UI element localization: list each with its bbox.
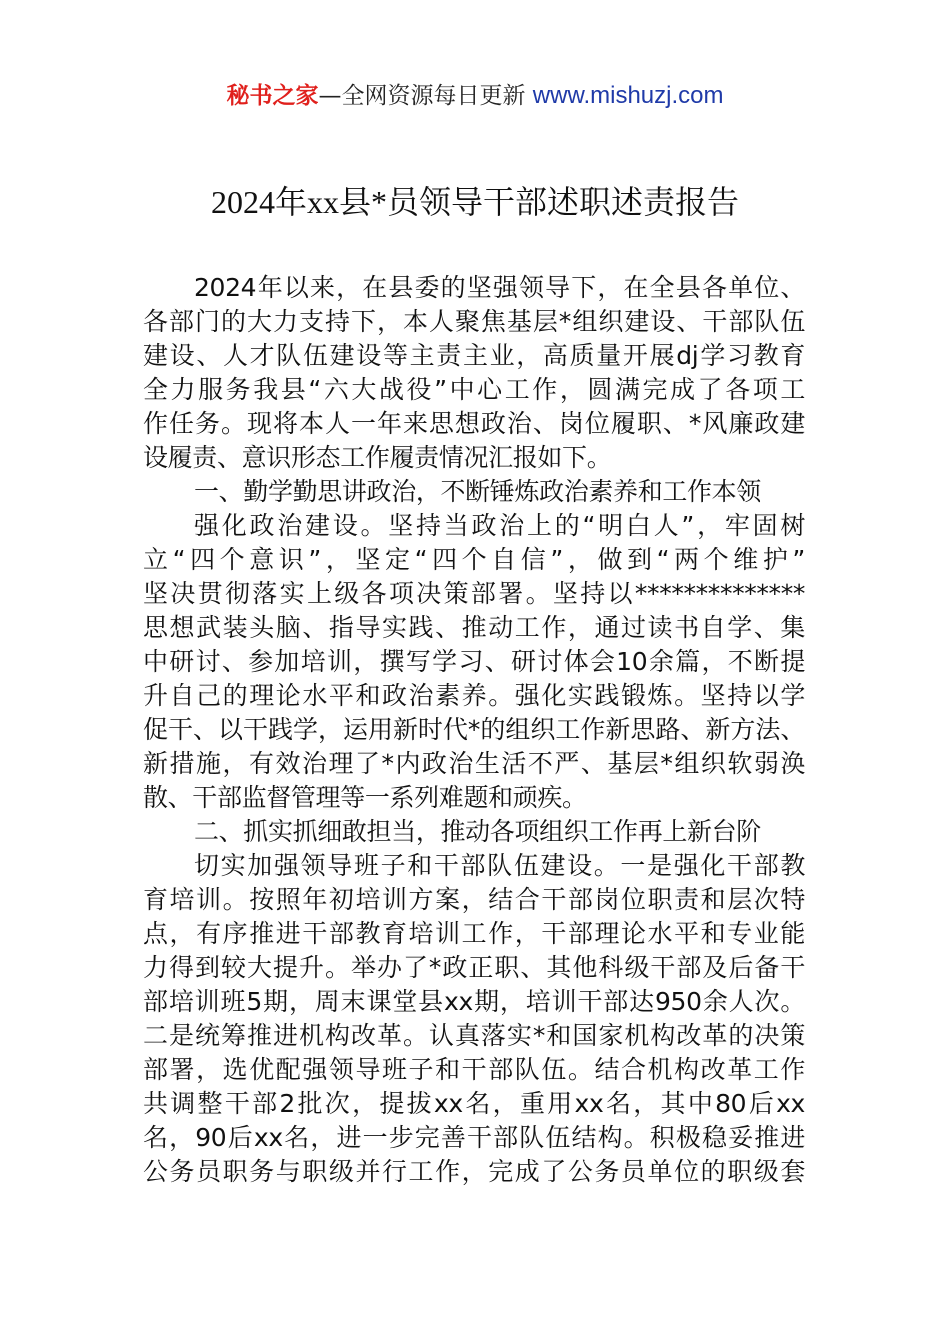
text-line: 2024年以来，在县委的坚强领导下，在全县各单位、: [194, 273, 805, 302]
text-line: 全力服务我县“六大战役”中心工作，圆满完成了各项工: [143, 375, 805, 404]
text-line: 共调整干部2批次，提拔xx名，重用xx名，其中80后xx: [143, 1089, 805, 1118]
header-tagline: —全网资源每日更新: [318, 83, 526, 109]
text-line: 强化政治建设。坚持当政治上的“明白人”，牢固树: [194, 511, 805, 540]
text-line: 中研讨、参加培训，撰写学习、研讨体会10余篇，不断提: [143, 647, 805, 676]
text-line: 部培训班5期，周末课堂县xx期，培训干部达950余人次。: [143, 987, 805, 1016]
document-title: 2024年xx县*员领导干部述职述责报告: [210, 184, 739, 220]
text-line: 设履责、意识形态工作履责情况汇报如下。: [143, 443, 612, 472]
text-line: 散、干部监督管理等一系列难题和顽疾。: [143, 783, 587, 812]
text-line: 思想武装头脑、指导实践、推动工作，通过读书自学、集: [143, 613, 805, 642]
text-line: 二是统筹推进机构改革。认真落实*和国家机构改革的决策: [143, 1021, 805, 1050]
text-line: 新措施，有效治理了*内政治生活不严、基层*组织软弱涣: [143, 749, 805, 778]
text-line: 作任务。现将本人一年来思想政治、岗位履职、*风廉政建: [143, 409, 805, 438]
document-body: [143, 271, 805, 1189]
text-line: 各部门的大力支持下，本人聚焦基层*组织建设、干部队伍: [143, 307, 805, 336]
text-line: 一、勤学勤思讲政治，不断锤炼政治素养和工作本领: [194, 477, 761, 506]
text-line: 坚决贯彻落实上级各项决策部署。坚持以**************: [143, 579, 805, 608]
text-line: 二、抓实抓细敢担当，推动各项组织工作再上新台阶: [194, 817, 761, 846]
text-line: 部署，选优配强领导班子和干部队伍。结合机构改革工作: [143, 1055, 805, 1084]
site-url-link[interactable]: www.mishuzj.com: [532, 82, 724, 109]
brand-name: 秘书之家: [226, 83, 319, 109]
text-line: 建设、人才队伍建设等主责主业，高质量开展dj学习教育: [143, 341, 805, 370]
site-header: [0, 80, 950, 112]
text-line: 育培训。按照年初培训方案，结合干部岗位职责和层次特: [143, 885, 805, 914]
text-line: 点，有序推进干部教育培训工作，干部理论水平和专业能: [143, 919, 805, 948]
text-line: 力得到较大提升。举办了*政正职、其他科级干部及后备干: [143, 953, 805, 982]
text-line: 促干、以干践学，运用新时代*的组织工作新思路、新方法、: [143, 715, 805, 744]
text-line: 名，90后xx名，进一步完善干部队伍结构。积极稳妥推进: [143, 1123, 805, 1152]
text-line: 立“四个意识”，坚定“四个自信”，做到“两个维护”: [143, 545, 805, 574]
text-line: 公务员职务与职级并行工作，完成了公务员单位的职级套: [143, 1157, 805, 1186]
text-line: 升自己的理论水平和政治素养。强化实践锻炼。坚持以学: [143, 681, 805, 710]
text-line: 切实加强领导班子和干部队伍建设。一是强化干部教: [194, 851, 805, 880]
